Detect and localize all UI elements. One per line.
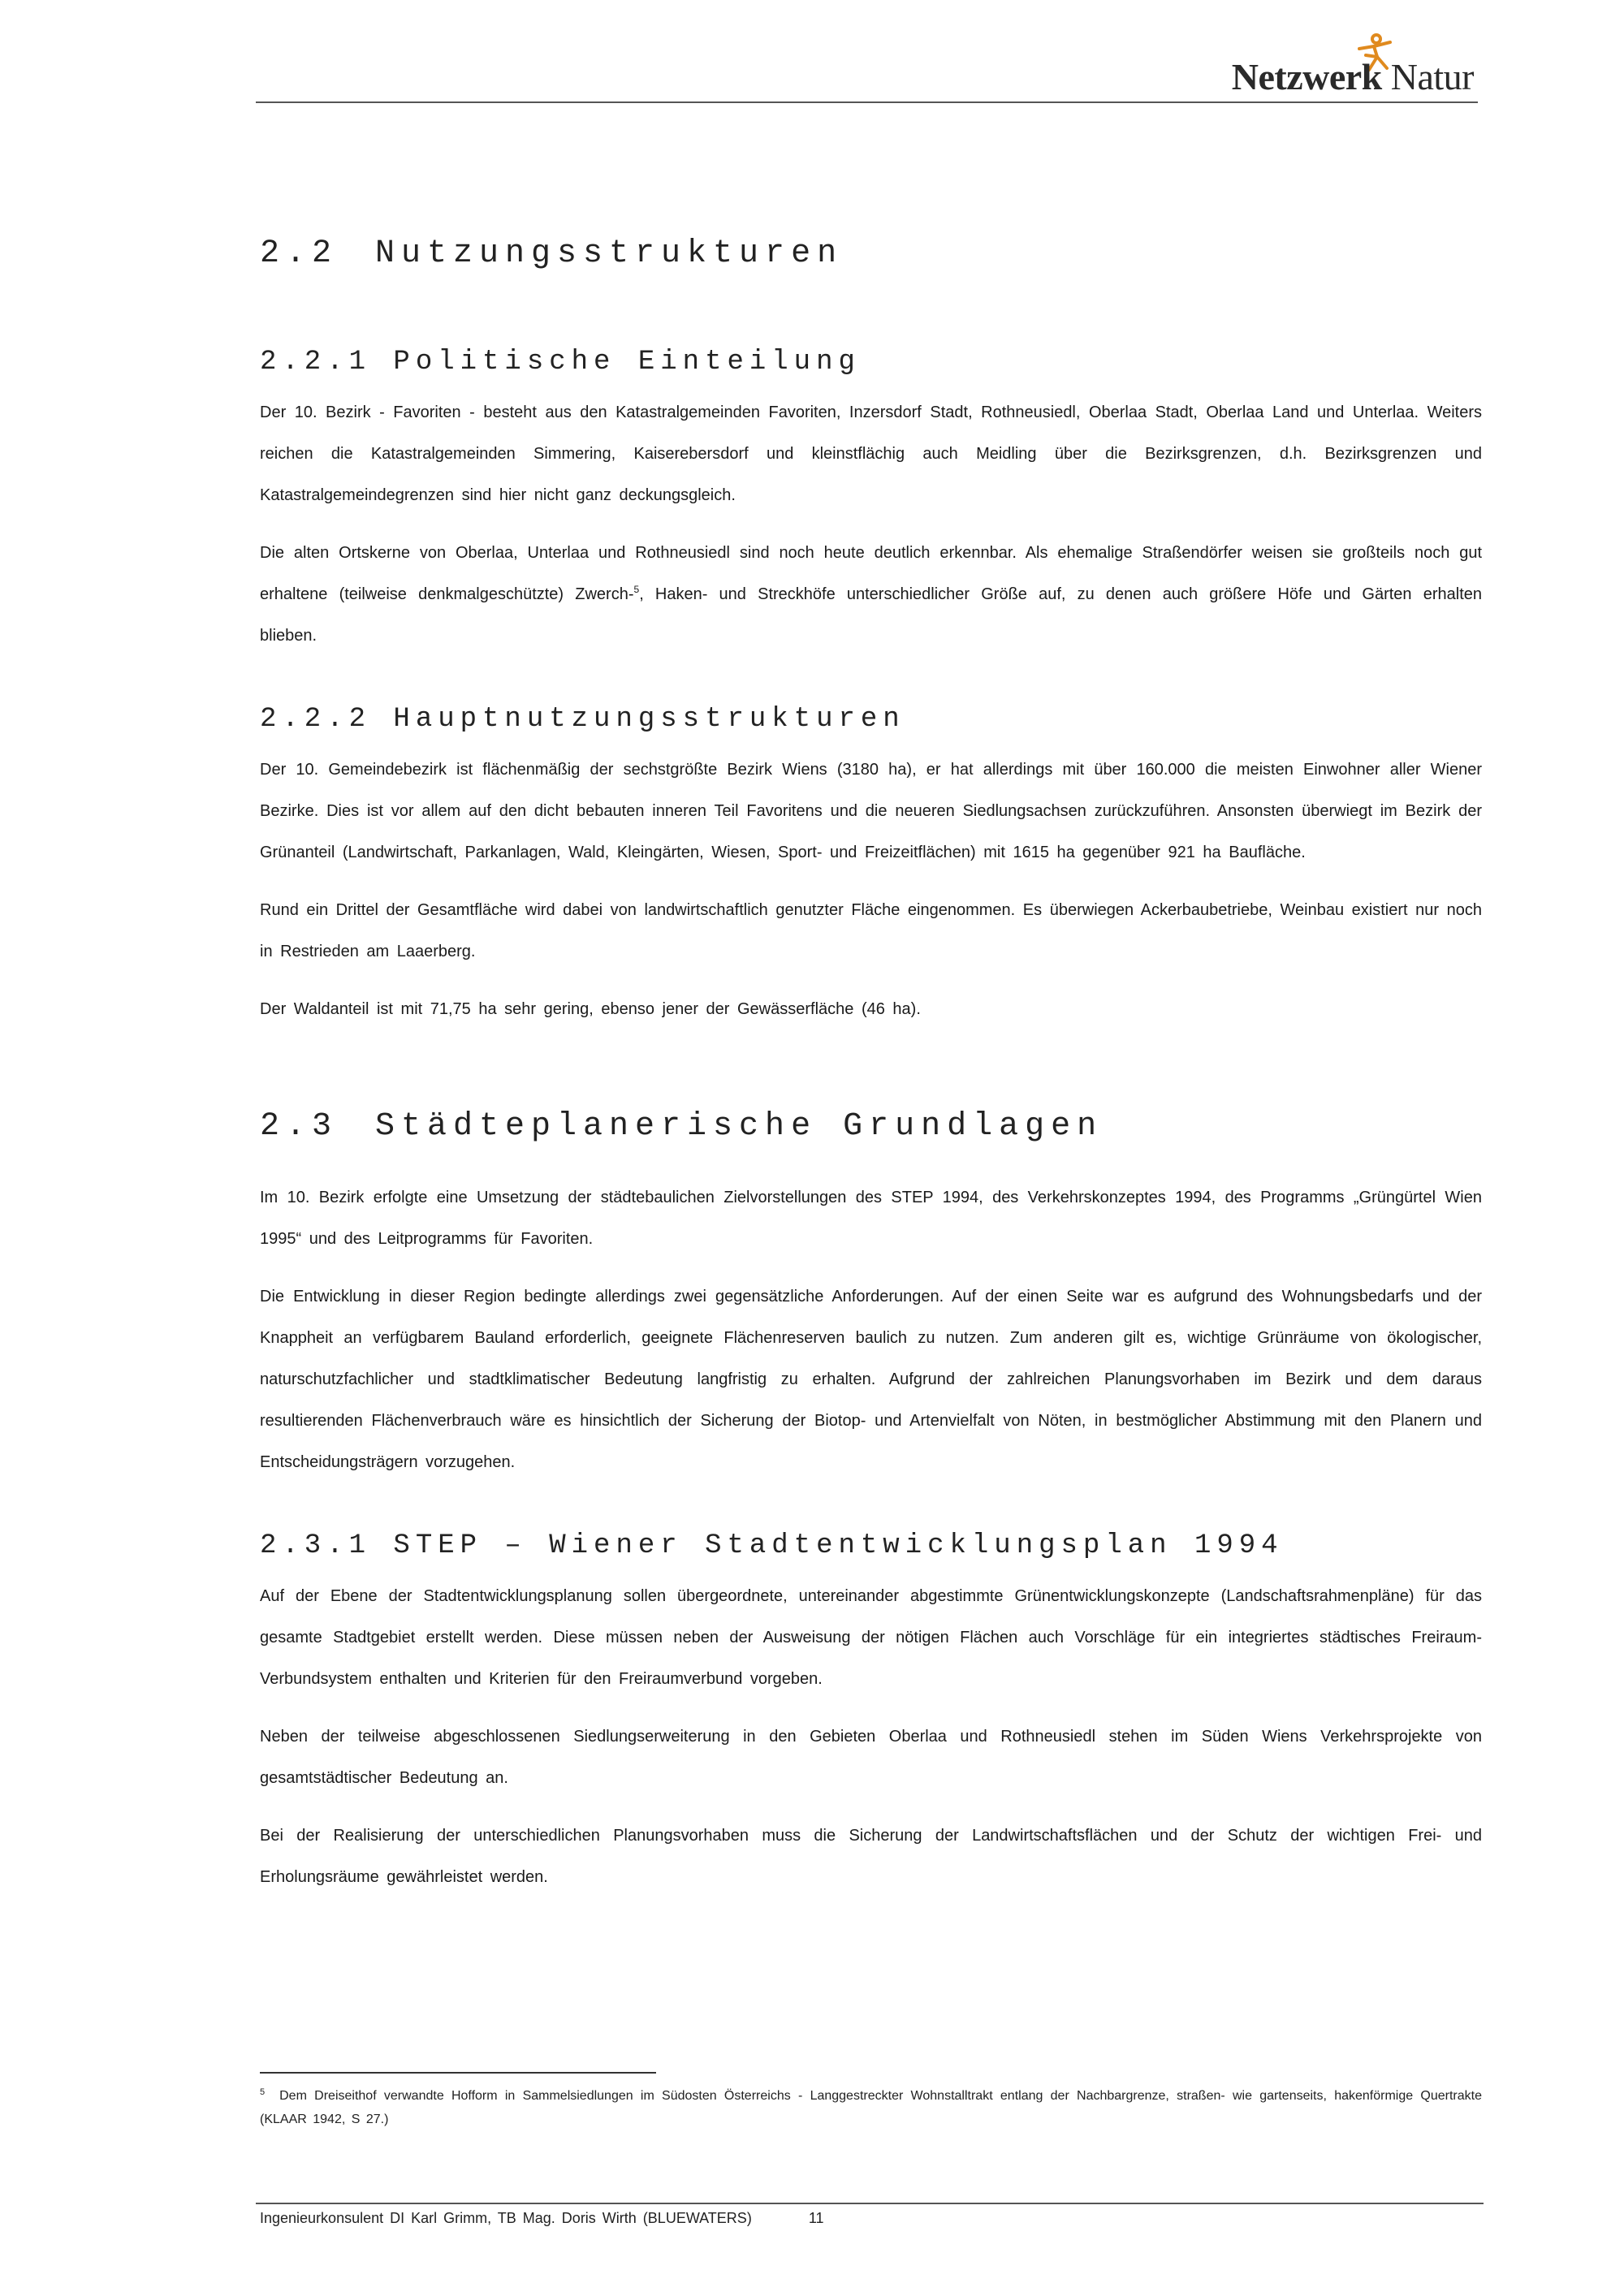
paragraph: Der Waldanteil ist mit 71,75 ha sehr gering, ebenso jener der Gewässerfläche (46 ha). [260,1000,921,1018]
section-title: Städteplanerische Grundlagen [375,1108,1104,1145]
paragraph: Auf der Ebene der Stadtentwicklungsplanung sollen übergeordnete, untereinander abgestimmte Grünentwicklungskonzepte (Landschaftsrahmenpläne) für das gesamte Stadtgebiet erstellt werden. Diese müssen neben der Ausweisung der nötigen Flächen auch Vorschläge für ein integriertes städtisches Freiraum-Verbundsystem enthalten und Kriterien für den Freiraumverbund vorgeben. [260,1587,1482,1688]
footnote-reference: 5 [633,584,640,595]
paragraph: Der 10. Gemeindebezirk ist flächenmäßig der sechstgrößte Bezirk Wiens (3180 ha), er hat allerdings mit über 160.000 die meisten Einwohner aller Wiener Bezirke. Dies ist vor allem auf den dicht bebauten inneren Teil Favoritens und die neueren Siedlungsachsen zurückzuführen. Ansonsten überwiegt im Bezirk der Grünanteil (Landwirtschaft, Parkanlagen, Wald, Kleingärten, Wiesen, Sport- und Freizeitflächen) mit 1615 ha gegenüber 921 ha Baufläche. [260,761,1482,861]
footnote-text: Dem Dreiseithof verwandte Hofform in Sammelsiedlungen im Südosten Österreichs - Langgestreckter Wohnstalltrakt entlang der Nachbargrenze, straßen- wie gartenseits, hakenförmige Quertrakte (KLAAR 1942, S 27.) [260,2089,1482,2126]
logo [1214,32,1474,101]
section-2-2-1-heading: 2.2.1 Politische Einteilung [260,347,861,378]
paragraph-text: Die alten Ortskerne von Oberlaa, Unterlaa und Rothneusiedl sind noch heute deutlich erkennbar. Als ehemalige Straßendörfer weisen sie großteils noch gut erhaltene (teilweise denkmalgeschützte) Zwerch- [260,544,1482,603]
page-number: 11 [808,2210,824,2226]
section-2-3-heading [260,1108,1482,1145]
footnote [260,2085,1482,2131]
logo-regular-text: Natur [1390,56,1474,97]
paragraph-text: , Haken- und Streckhöfe unterschiedlicher Größe auf, zu denen auch größere Höfe und Gärten erhalten blieben. [260,585,1483,645]
paragraph: Die Entwicklung in dieser Region bedingte allerdings zwei gegensätzliche Anforderungen. Auf der einen Seite war es aufgrund des Wohnungsbedarfs und der Knappheit an verfügbarem Bauland erforderlich, geeignete Flächenreserven baulich zu nutzen. Zum anderen gilt es, wichtige Grünräume von ökologischer, naturschutzfachlicher und stadtklimatischer Bedeutung langfristig zu erhalten. Aufgrund der zahlreichen Planungsvorhaben im Bezirk und dem daraus resultierenden Flächenverbrauch wäre es hinsichtlich der Sicherung der Biotop- und Artenvielfalt von Nöten, in bestmöglicher Abstimmung mit den Planern und Entscheidungsträgern vorzugehen. [260,1288,1482,1471]
logo-bold-text: Netzwerk [1231,56,1382,97]
logo-text [1232,55,1474,98]
footnote-mark: 5 [260,2087,266,2097]
header-rule [256,101,1478,103]
section-2-2-2-heading: 2.2.2 Hauptnutzungsstrukturen [260,704,905,735]
paragraph: Der 10. Bezirk - Favoriten - besteht aus den Katastralgemeinden Favoriten, Inzersdorf Stadt, Rothneusiedl, Oberlaa Stadt, Oberlaa Land und Unterlaa. Weiters reichen die Katastralgemeinden Simmering, Kaiserebersdorf und kleinstflächig auch Meidling über die Bezirksgrenzen, d.h. Bezirksgrenzen und Katastralgemeindegrenzen sind hier nicht ganz deckungsgleich. [260,404,1482,504]
paragraph: Rund ein Drittel der Gesamtfläche wird dabei von landwirtschaftlich genutzter Fläche eingenommen. Es überwiegen Ackerbaubetriebe, Weinbau existiert nur noch in Restrieden am Laaerberg. [260,901,1482,960]
section-number: 2.2 [260,235,339,272]
paragraph: Bei der Realisierung der unterschiedlichen Planungsvorhaben muss die Sicherung der Landwirtschaftsflächen und der Schutz der wichtigen Frei- und Erholungsräume gewährleistet werden. [260,1827,1482,1886]
paragraph [260,533,1482,657]
footnote-rule [260,2072,656,2074]
footer-text: Ingenieurkonsulent DI Karl Grimm, TB Mag. Doris Wirth (BLUEWATERS) [260,2210,752,2226]
footer [260,2210,824,2227]
section-2-2-heading [260,235,1482,272]
section-2-3-1-heading: 2.3.1 STEP – Wiener Stadtentwicklungsplan 1994 [260,1530,1284,1561]
footer-rule [256,2203,1484,2204]
paragraph: Neben der teilweise abgeschlossenen Siedlungserweiterung in den Gebieten Oberlaa und Rothneusiedl stehen im Süden Wiens Verkehrsprojekte von gesamtstädtischer Bedeutung an. [260,1728,1482,1787]
section-number: 2.3 [260,1108,339,1145]
paragraph: Im 10. Bezirk erfolgte eine Umsetzung der städtebaulichen Zielvorstellungen des STEP 1994, des Verkehrskonzeptes 1994, des Programms „Grüngürtel Wien 1995“ und des Leitprogramms für Favoriten. [260,1189,1482,1248]
document-body [260,235,1482,1898]
section-title: Nutzungsstrukturen [375,235,844,272]
